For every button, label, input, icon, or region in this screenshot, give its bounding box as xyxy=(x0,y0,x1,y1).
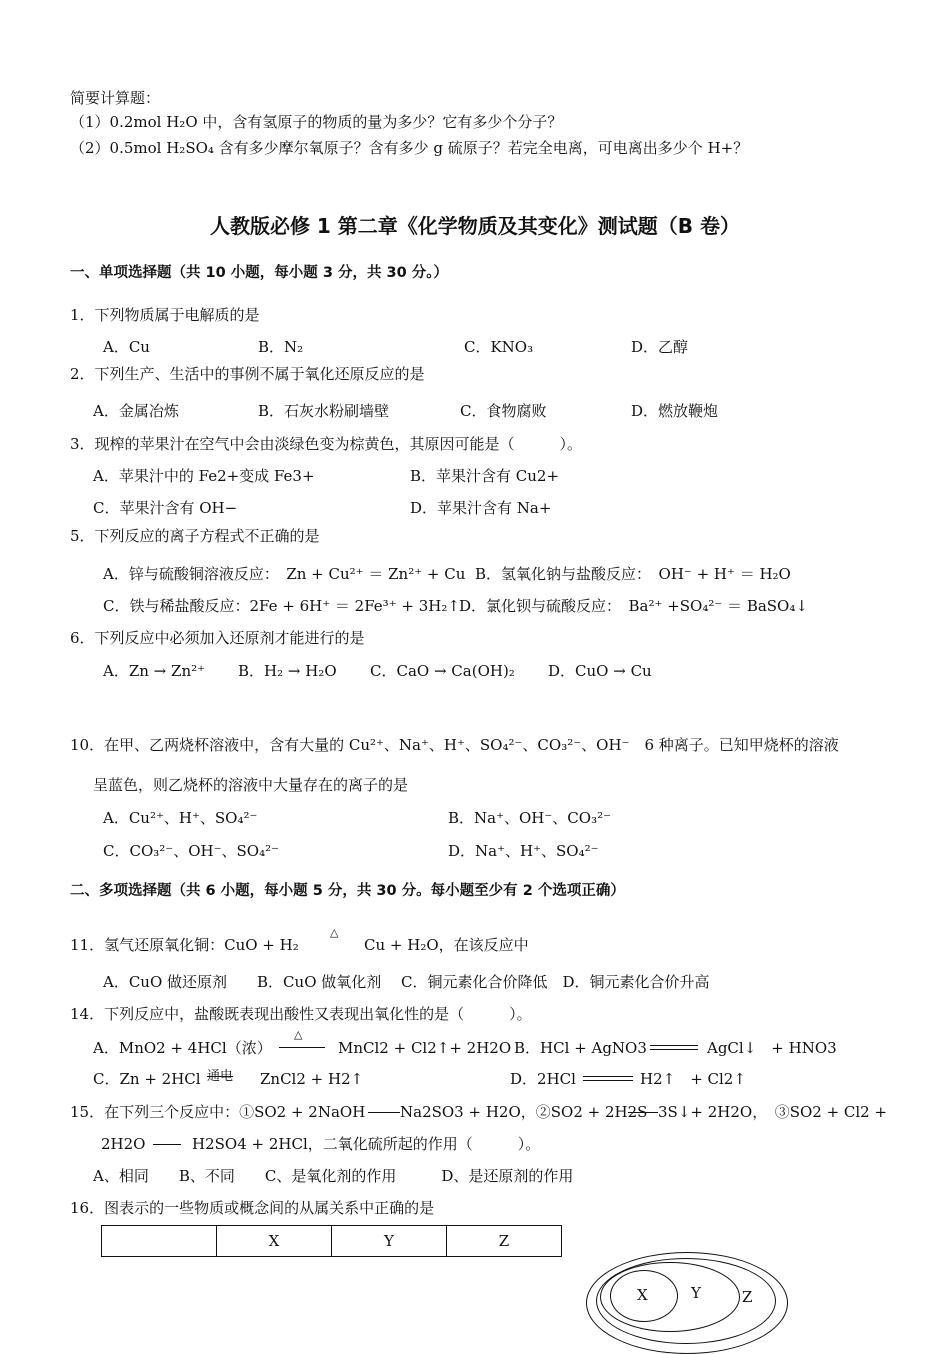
question-15-line-1a: 15．在下列三个反应中：①SO2 + 2NaOH xyxy=(70,1103,366,1121)
reaction-arrow-line xyxy=(583,1076,633,1081)
electrolysis-condition: 通电 xyxy=(207,1069,234,1084)
question-1-option-d: D．乙醇 xyxy=(631,338,689,356)
question-14-option-a-right: MnCl2 + Cl2↑+ 2H2O xyxy=(338,1039,512,1057)
question-5-option-b: B．氢氧化钠与盐酸反应： OH⁻ + H⁺ ＝ H₂O xyxy=(475,565,791,583)
reaction-arrow-line xyxy=(153,1144,181,1145)
question-15-line-1c: 3S↓+ 2H2O， ③SO2 + Cl2 + xyxy=(658,1103,888,1121)
question-15-line-2a: 2H2O xyxy=(101,1135,146,1153)
question-5-option-d: D．氯化钡与硫酸反应： Ba²⁺ +SO₄²⁻ ＝ BaSO₄↓ xyxy=(459,597,808,615)
label-z: Z xyxy=(742,1288,753,1306)
question-15-line-1b: Na2SO3 + H2O，②SO2 + 2H2S xyxy=(400,1103,648,1121)
question-15-line-2b: H2SO4 + 2HCl，二氧化硫所起的作用（ ）。 xyxy=(192,1135,541,1153)
question-3-option-c: C．苹果汁含有 OH− xyxy=(93,499,238,517)
question-5-option-a: A．锌与硫酸铜溶液反应： Zn + Cu²⁺ ＝ Zn²⁺ + Cu xyxy=(103,565,466,583)
question-6-stem: 6．下列反应中必须加入还原剂才能进行的是 xyxy=(70,629,365,647)
question-5-stem: 5．下列反应的离子方程式不正确的是 xyxy=(70,527,320,545)
question-14-option-a-left: A．MnO2 + 4HCl（浓） xyxy=(93,1039,272,1057)
section-1-heading: 一、单项选择题（共 10 小题，每小题 3 分，共 30 分。） xyxy=(70,265,448,281)
question-3-option-a: A．苹果汁中的 Fe2+变成 Fe3+ xyxy=(93,467,315,485)
question-1-option-c: C．KNO₃ xyxy=(464,338,534,356)
question-14-option-b-left: B．HCl + AgNO3 xyxy=(514,1039,647,1057)
question-10-option-c: C．CO₃²⁻、OH⁻、SO₄²⁻ xyxy=(103,842,280,860)
question-6-option-d: D．CuO → Cu xyxy=(548,662,652,680)
calc-heading: 简要计算题： xyxy=(70,89,161,107)
question-6-option-b: B．H₂ → H₂O xyxy=(238,662,337,680)
label-x: X xyxy=(637,1286,648,1304)
question-3-option-b: B．苹果汁含有 Cu2+ xyxy=(410,467,560,485)
reaction-arrow-line xyxy=(279,1047,325,1048)
question-15-options: A、相同 B、不同 C、是氧化剂的作用 D、是还原剂的作用 xyxy=(93,1167,574,1185)
label-y: Y xyxy=(691,1284,701,1302)
question-6-option-a: A．Zn → Zn²⁺ xyxy=(103,662,206,680)
question-14-option-c-right: ZnCl2 + H2↑ xyxy=(260,1070,364,1088)
question-1-option-b: B．N₂ xyxy=(258,338,304,356)
question-2-option-b: B．石灰水粉刷墙壁 xyxy=(258,402,390,420)
question-16-table xyxy=(101,1225,562,1257)
question-2-option-d: D．燃放鞭炮 xyxy=(631,402,719,420)
question-2-option-a: A．金属冶炼 xyxy=(93,402,179,420)
question-2-option-c: C．食物腐败 xyxy=(460,402,547,420)
question-10-stem-line-1: 10．在甲、乙两烧杯溶液中，含有大量的 Cu²⁺、Na⁺、H⁺、SO₄²⁻、CO₃²⁻、OH⁻ 6 种离子。已知甲烧杯的溶液 xyxy=(70,736,839,754)
question-14-option-d-right: H2↑ + Cl2↑ xyxy=(640,1070,746,1088)
question-3-stem: 3．现榨的苹果汁在空气中会由淡绿色变为棕黄色，其原因可能是（ ）。 xyxy=(70,435,583,453)
table-header-cell: X xyxy=(217,1226,332,1257)
heat-symbol: △ xyxy=(330,926,339,939)
question-3-option-d: D．苹果汁含有 Na+ xyxy=(410,499,552,517)
question-10-stem-line-2: 呈蓝色，则乙烧杯的溶液中大量存在的离子的是 xyxy=(93,776,409,794)
question-6-option-c: C．CaO → Ca(OH)₂ xyxy=(370,662,515,680)
reaction-arrow-line xyxy=(628,1112,658,1113)
question-11-stem-left: 11．氢气还原氧化铜：CuO + H₂ xyxy=(70,936,299,954)
question-11-stem-right: Cu + H₂O，在该反应中 xyxy=(364,936,529,954)
table-header-cell: Y xyxy=(332,1226,447,1257)
calc-question-2: （2）0.5mol H₂SO₄ 含有多少摩尔氧原子？含有多少 g 硫原子？若完全电离，可电离出多少个 H+？ xyxy=(70,139,749,157)
question-10-option-a: A．Cu²⁺、H⁺、SO₄²⁻ xyxy=(103,809,258,827)
reaction-arrow-line xyxy=(650,1045,698,1050)
question-2-stem: 2．下列生产、生活中的事例不属于氧化还原反应的是 xyxy=(70,365,425,383)
section-2-heading: 二、多项选择题（共 6 小题，每小题 5 分，共 30 分。每小题至少有 2 个选项正确） xyxy=(70,883,625,899)
heat-symbol: △ xyxy=(294,1028,303,1041)
question-14-option-b-right: AgCl↓ + HNO3 xyxy=(707,1039,837,1057)
question-11-options: A．CuO 做还原剂 B．CuO 做氧化剂 C．铜元素化合价降低 D．铜元素化合价升高 xyxy=(103,973,710,991)
question-16-stem: 16．图表示的一些物质或概念间的从属关系中正确的是 xyxy=(70,1199,435,1217)
reaction-arrow-line xyxy=(368,1112,400,1113)
question-5-option-c: C．铁与稀盐酸反应：2Fe + 6H⁺ ＝ 2Fe³⁺ + 3H₂↑ xyxy=(103,597,460,615)
question-10-option-b: B．Na⁺、OH⁻、CO₃²⁻ xyxy=(448,809,612,827)
page-title: 人教版必修 1 第二章《化学物质及其变化》测试题（B 卷） xyxy=(209,214,741,238)
question-1-option-a: A．Cu xyxy=(103,338,150,356)
question-14-option-c-left: C．Zn + 2HCl xyxy=(93,1070,201,1088)
table-header-cell: Z xyxy=(447,1226,562,1257)
question-1-stem: 1．下列物质属于电解质的是 xyxy=(70,306,260,324)
calc-question-1: （1）0.2mol H₂O 中，含有氢原子的物质的量为多少？它有多少个分子？ xyxy=(70,113,563,131)
question-14-option-d-left: D．2HCl xyxy=(510,1070,576,1088)
table-header-cell xyxy=(102,1226,217,1257)
question-10-option-d: D．Na⁺、H⁺、SO₄²⁻ xyxy=(448,842,599,860)
question-14-stem: 14．下列反应中，盐酸既表现出酸性又表现出氧化性的是（ ）。 xyxy=(70,1005,532,1023)
